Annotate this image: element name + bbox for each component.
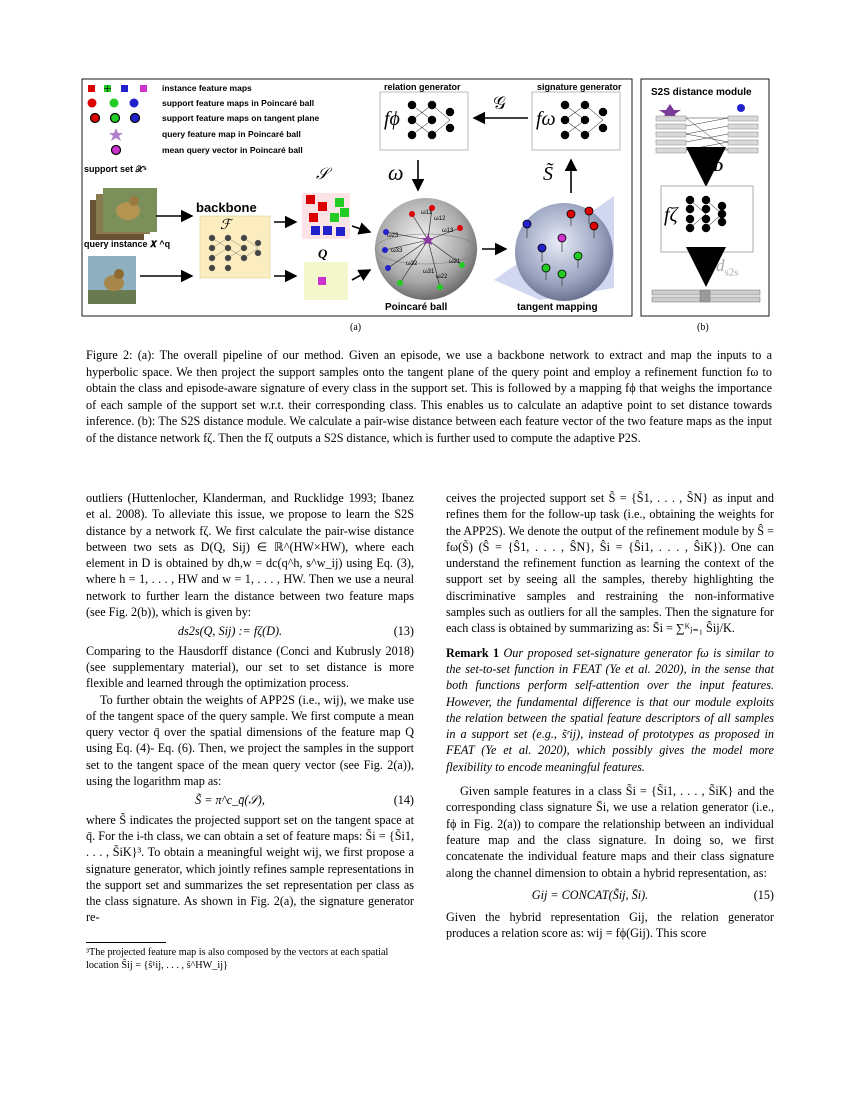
omega-32-label: ω32 — [406, 261, 418, 267]
subfigure-b-label: (b) — [697, 322, 709, 333]
g-label: 𝒢 — [493, 93, 506, 113]
query-image — [88, 256, 136, 304]
equation-15-number: (15) — [753, 887, 774, 902]
s2s-support-dot — [737, 104, 745, 112]
s-label: 𝒮 — [316, 166, 329, 183]
signature-generator-label: signature generator — [537, 82, 622, 92]
omega-13-label: ω13 — [442, 228, 454, 234]
backbone-label: backbone — [196, 200, 257, 215]
omega-22-label: ω22 — [436, 274, 448, 280]
s2s-module-label: S2S distance module — [651, 87, 752, 98]
omega-31-label: ω31 — [423, 269, 435, 275]
remark-body: Our proposed set-signature generator fω is similar to the set-to-set function in FEAT (Ye et al. 2020), in the sense that both functions perform self-attention over the input features. However, the fundamental difference is that our module exploits the relation between the spatial feature descriptors of all samples in a support set (e.g., s̃ʳij), instead of prototypes as proposed in FEAT (Ye et al. 2020), which possibly gives the model more flexibility to encode meaningful features. — [446, 645, 774, 774]
left-paragraph-3: To further obtain the weights of APP2S (i.e., wij), we make use of the tangent space of the query sample. We first compute a mean query vector q̄ over the spatial dimensions of the feature map Q using Eq. (4)- Eq. (6). Then, we project the samples in the support set to the tangent space of the mean query vector (see Fig. 2(a)), using the logarithm map as: — [86, 692, 414, 789]
q-label: Q — [318, 246, 328, 261]
right-paragraph-2: Given sample features in a class S̃i = {S̃i1, . . . , S̃iK} and the corresponding class signature S̄i, we use a relation generator (i.e., fϕ in Fig. 2(a)) to compare the relationship between an individual feature map and the class signature. In doing so, we first concatenate the individual feature maps and their class signature along the channel dimension to obtain a hybrid representation, as: — [446, 784, 774, 880]
right-paragraph-1: ceives the projected support set S̃ = {S̃1, . . . , S̃N} as input and refines them for the follow-up task (i.e., obtaining the weights for the APP2S). We denote the output of the refinement module by Ŝ = fω(S̃) (Ŝ = {Ŝ1, . . . , ŜN}, Ŝi = {Ŝi1, . . . , ŜiK}). One can understand the refinement function as learning the context of the support set by seeing all the samples, thereby highlighting the discriminative samples and restraining the non-informative samples such as outliers for all the samples. Then the signature for each class is obtained by summarizing as: S̄i = ∑ᴷⱼ₌₁ Ŝij/K. — [446, 491, 774, 636]
omega-33-label: ω33 — [391, 248, 403, 254]
equation-13-body: ds2s(Q, Sij) := fζ(D). — [177, 624, 283, 639]
right-paragraph-3: Given the hybrid representation Gij, the relation generator produces a relation score as: wij = fϕ(Gij). This score — [446, 910, 774, 941]
legend-label-support-poincare: support feature maps in Poincaré ball — [162, 98, 315, 108]
q-feature-square — [318, 277, 326, 285]
footnote-rule — [86, 942, 166, 943]
legend-label-support-tangent: support feature maps on tangent plane — [162, 113, 320, 123]
equation-13-number: (13) — [393, 624, 414, 639]
remark-title: Remark 1 — [446, 645, 500, 660]
support-set-label: support set 𝒳ˢ — [84, 164, 147, 174]
s2s-pair-lines — [686, 118, 728, 150]
equation-13 — [86, 623, 414, 639]
backbone-f-label: ℱ — [220, 218, 232, 233]
s2s-bars-top — [656, 116, 758, 153]
right-column — [446, 490, 774, 942]
left-paragraph-4: where S̃ indicates the projected support set on the tangent space at q̄. For the i-th class, we can obtain a set of feature maps: S̃i = {S̃i1, . . . , S̃iK}³. To obtain a meaningful weight wij, we first propose a signature generator, which jointly refines sample representations in the support set and summarizes the set representation per class as the class signature. As shown in Fig. 2(a), the signature generator re- — [86, 812, 414, 925]
omega-12-label: ω12 — [434, 216, 446, 222]
figure-2 — [0, 0, 850, 340]
tangent-ball — [515, 203, 613, 301]
s2s-d-label: D — [713, 160, 724, 175]
d-s2s-label: $d_{s2s}$ — [716, 256, 739, 279]
footnote-3: ³The projected feature map is also composed by the vectors at each spatial location S̃ij = {s̃¹ij, . . . , s̃^HW_ij} — [86, 947, 389, 971]
omega-21-label: ω21 — [449, 259, 461, 265]
left-paragraph-2: Comparing to the Hausdorff distance (Conci and Kubrusly 2018) (see supplementary material), our set to set distance is more flexible and learned through the optimization process. — [86, 643, 414, 691]
legend-label-mean-query: mean query vector in Poincaré ball — [162, 145, 303, 155]
s2s-output-bars — [652, 290, 760, 302]
f-omega-label: fω — [536, 108, 556, 130]
query-instance-label: query instance 𝑿 ^q — [84, 239, 171, 249]
omega-11-label: ω11 — [421, 210, 432, 216]
equation-14-body: S̃ = π^c_q̄(𝒮), — [195, 793, 265, 808]
omega-label: ω — [388, 160, 404, 185]
f-zeta-label: fζ — [664, 204, 678, 226]
left-column — [86, 490, 414, 926]
tangent-mapping-label: tangent mapping — [517, 302, 598, 313]
left-paragraph-1: outliers (Huttenlocher, Klanderman, and Rucklidge 1993; Ibanez et al. 2008). To alleviate this issue, we propose to learn the S2S distance by a network fζ. We first calculate the pair-wise distance between two sets as D(Q, Sij) ∈ ℝ^(HW×HW), where each element in D is obtained by dh,w = dc(q^h, s^w_ij) using Eq. (3), where h = 1, . . . , HW and w = 1, . . . , HW. Then we use a neural network to further learn the distance between two feature maps (see Fig. 2(b)), which is given by: — [86, 491, 414, 620]
s-tilde-label: S̃ — [543, 163, 553, 185]
equation-15 — [446, 887, 774, 903]
equation-14 — [86, 792, 414, 808]
legend-label-instance: instance feature maps — [162, 83, 252, 93]
omega-23-label: ω23 — [387, 233, 399, 239]
equation-14-number: (14) — [393, 793, 414, 808]
equation-15-body: Gij = CONCAT(S̃ij, S̄i). — [531, 887, 649, 902]
subfigure-a-label: (a) — [350, 322, 362, 333]
f-phi-label: fϕ — [384, 108, 400, 130]
poincare-ball-label: Poincaré ball — [385, 302, 448, 313]
legend-markers — [88, 85, 148, 155]
figure-caption: Figure 2: (a): The overall pipeline of our method. Given an episode, we use a backbone network to extract and map the inputs to a hyperbolic space. We then project the support samples onto the tangent plane of the query point and employ a refinement function fω to obtain the class and episode-aware signature of every class in the support set. This is followed by a mapping fϕ that weighs the importance of each sample of the support set w.r.t. their corresponding class. This enables us to calculate an adaptive point to set distance towards inference. (b): The S2S distance module. We calculate a pair-wise distance between each feature vector of the two feature maps as the input of the distance network fζ. Then the fζ outputs a S2S distance, which is further used to compute the adaptive P2S. — [86, 348, 772, 445]
support-images — [90, 188, 157, 240]
legend-label-query-poincare: query feature map in Poincaré ball — [162, 129, 301, 139]
relation-generator-label: relation generator — [384, 82, 461, 92]
remark-1 — [446, 645, 774, 775]
